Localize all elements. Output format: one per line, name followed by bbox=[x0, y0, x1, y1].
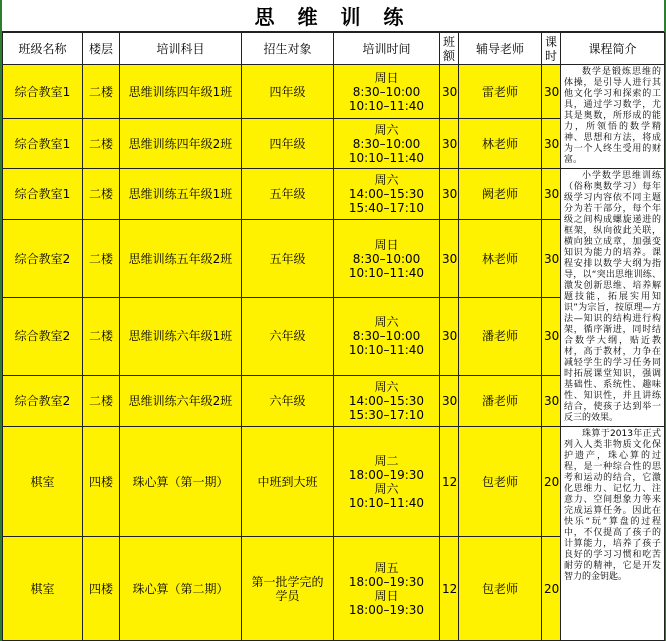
header-target: 招生对象 bbox=[242, 33, 334, 65]
cell-subject: 思维训练五年级1班 bbox=[120, 169, 242, 220]
cell-room: 棋室 bbox=[3, 537, 83, 641]
cell-intro-math-basic bbox=[561, 65, 665, 169]
cell-class-size: 30 bbox=[440, 119, 459, 169]
cell-hours: 30 bbox=[542, 119, 561, 169]
cell-subject: 思维训练六年级1班 bbox=[120, 297, 242, 375]
cell-floor: 二楼 bbox=[83, 297, 120, 375]
cell-target: 四年级 bbox=[242, 65, 334, 119]
cell-room: 综合教室1 bbox=[3, 169, 83, 220]
cell-room: 综合教室1 bbox=[3, 65, 83, 119]
cell-target: 六年级 bbox=[242, 297, 334, 375]
cell-room: 综合教室2 bbox=[3, 375, 83, 426]
intro-abacus-text: 珠算于2013年正式列入人类非物质文化保护遗产，珠心算的过程，是一种综合性的思考和运动的结合，它激化思维力、记忆力、注意力、空间想象力等来完成运算任务。因此在快乐“玩”算盘的过程中，不仅提高了孩子的计算能力，培养了孩子良好的学习习惯和吃苦耐劳的精神，它是开发智力的金钥匙。 bbox=[564, 429, 661, 582]
header-subject: 培训科目 bbox=[120, 33, 242, 65]
cell-subject: 珠心算（第二期） bbox=[120, 537, 242, 641]
cell-target: 第一批学完的 学员 bbox=[242, 537, 334, 641]
header-room: 班级名称 bbox=[3, 33, 83, 65]
cell-room: 棋室 bbox=[3, 427, 83, 537]
cell-teacher: 林老师 bbox=[459, 119, 542, 169]
cell-subject: 思维训练六年级2班 bbox=[120, 375, 242, 426]
cell-time: 周六 14:00–15:30 15:40–17:10 bbox=[334, 169, 440, 220]
header-row bbox=[3, 33, 665, 65]
cell-target: 四年级 bbox=[242, 119, 334, 169]
cell-time: 周日 8:30–10:00 10:10–11:40 bbox=[334, 220, 440, 298]
cell-target: 五年级 bbox=[242, 169, 334, 220]
cell-class-size: 30 bbox=[440, 297, 459, 375]
header-class-size: 班 额 bbox=[440, 33, 459, 65]
cell-target: 五年级 bbox=[242, 220, 334, 298]
cell-floor: 四楼 bbox=[83, 537, 120, 641]
cell-hours: 30 bbox=[542, 220, 561, 298]
cell-teacher: 林老师 bbox=[459, 220, 542, 298]
cell-time: 周六 14:00–15:30 15:30–17:10 bbox=[334, 375, 440, 426]
cell-class-size: 30 bbox=[440, 375, 459, 426]
cell-teacher: 潘老师 bbox=[459, 375, 542, 426]
table-row bbox=[3, 65, 665, 119]
cell-time: 周六 8:30–10:00 10:10–11:40 bbox=[334, 119, 440, 169]
page-title: 思 维 训 练 bbox=[2, 0, 664, 32]
cell-room: 综合教室2 bbox=[3, 297, 83, 375]
cell-class-size: 12 bbox=[440, 537, 459, 641]
header-teacher: 辅导老师 bbox=[459, 33, 542, 65]
cell-intro-math-olympiad bbox=[561, 169, 665, 427]
cell-teacher: 包老师 bbox=[459, 427, 542, 537]
cell-time: 周二 18:00–19:30 周六 10:10–11:40 bbox=[334, 427, 440, 537]
cell-floor: 二楼 bbox=[83, 65, 120, 119]
course-sheet bbox=[2, 0, 664, 615]
header-time: 培训时间 bbox=[334, 33, 440, 65]
cell-target: 中班到大班 bbox=[242, 427, 334, 537]
cell-room: 综合教室1 bbox=[3, 119, 83, 169]
cell-room: 综合教室2 bbox=[3, 220, 83, 298]
cell-subject: 珠心算（第一期） bbox=[120, 427, 242, 537]
cell-floor: 四楼 bbox=[83, 427, 120, 537]
header-hours: 课 时 bbox=[542, 33, 561, 65]
cell-teacher: 包老师 bbox=[459, 537, 542, 641]
cell-class-size: 30 bbox=[440, 169, 459, 220]
cell-hours: 30 bbox=[542, 169, 561, 220]
cell-class-size: 30 bbox=[440, 220, 459, 298]
cell-subject: 思维训练五年级2班 bbox=[120, 220, 242, 298]
course-table bbox=[2, 32, 665, 641]
cell-teacher: 阙老师 bbox=[459, 169, 542, 220]
cell-intro-abacus bbox=[561, 427, 665, 641]
cell-class-size: 12 bbox=[440, 427, 459, 537]
intro-math-2-text: 小学数学思维训练（俗称奥数学习）每年级学习内容依不同主题分为若干部分，每个年级之间构成螺旋递进的框架，纵向彼此关联，横向独立成章，加强变知识为能力的培养。课程安排以数学大纲为指导，以“突出思维训练、激发创新思维、培养解题技能，拓展实用知识”为宗旨，按原理—方法—知识的结构进行构架，循序渐进，同时结合数学大纲，贴近教材，高于教材，力争在减轻学生的学习任务同时拓展课堂知识，强调基础性、系统性、趣味性、知识性，并且讲练结合，使孩子达到举一反三的效果。 bbox=[564, 171, 661, 423]
cell-hours: 20 bbox=[542, 427, 561, 537]
cell-hours: 20 bbox=[542, 537, 561, 641]
intro-math-1-text: 数学是锻炼思维的体操，是引导人进行其他文化学习和探索的工具，通过学习数学，尤其是奥数，所形成的能力，所领悟的数学精神、思想和方法，将成为一个人终生受用的财富。 bbox=[564, 67, 661, 165]
cell-floor: 二楼 bbox=[83, 375, 120, 426]
cell-teacher: 雷老师 bbox=[459, 65, 542, 119]
cell-floor: 二楼 bbox=[83, 119, 120, 169]
table-row bbox=[3, 427, 665, 537]
header-floor: 楼层 bbox=[83, 33, 120, 65]
cell-subject: 思维训练四年级1班 bbox=[120, 65, 242, 119]
cell-class-size: 30 bbox=[440, 65, 459, 119]
cell-target: 六年级 bbox=[242, 375, 334, 426]
cell-time: 周六 8:30–10:00 10:10–11:40 bbox=[334, 297, 440, 375]
cell-hours: 30 bbox=[542, 65, 561, 119]
header-intro: 课程简介 bbox=[561, 33, 665, 65]
cell-hours: 30 bbox=[542, 297, 561, 375]
cell-floor: 二楼 bbox=[83, 169, 120, 220]
cell-hours: 30 bbox=[542, 375, 561, 426]
cell-time: 周日 8:30–10:00 10:10–11:40 bbox=[334, 65, 440, 119]
cell-teacher: 潘老师 bbox=[459, 297, 542, 375]
cell-time: 周五 18:00–19:30 周日 18:00–19:30 bbox=[334, 537, 440, 641]
table-row bbox=[3, 169, 665, 220]
cell-subject: 思维训练四年级2班 bbox=[120, 119, 242, 169]
cell-floor: 二楼 bbox=[83, 220, 120, 298]
